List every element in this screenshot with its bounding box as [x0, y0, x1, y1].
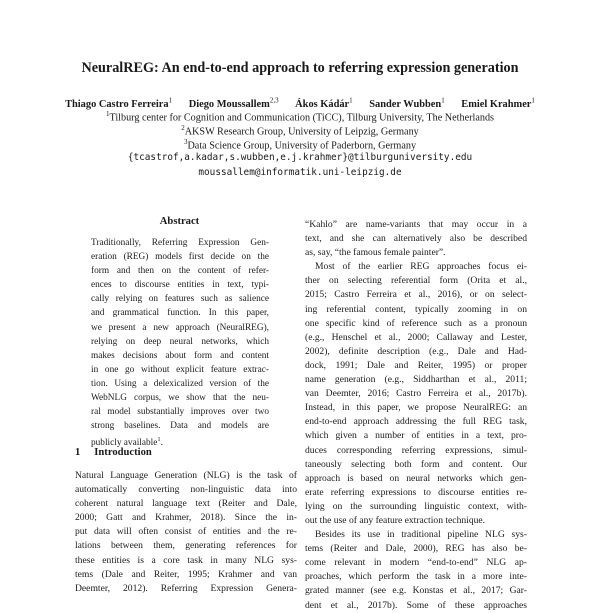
right-line: ing referential content, typically zooming in on: [305, 303, 527, 315]
author-5: Emiel Krahmer$^1$: [461, 97, 535, 111]
right-line: as, say, “the famous female painter”.: [305, 247, 446, 259]
abstract-line: WebNLG corpus, we show that the neu-: [91, 393, 269, 404]
right-line: lying on the surrounding linguistic context, with-: [305, 500, 527, 512]
abstract-line: tion. Using a delexicalized version of the: [91, 378, 269, 389]
abstract-line: ral model substantially improves over two: [91, 407, 269, 418]
right-line: “Kahlo” are name-variants that may occur in a: [305, 219, 527, 230]
right-line: dent et al., 2017b). Some of these approaches: [305, 599, 527, 611]
introduction-body: [75, 469, 297, 596]
right-line: out the use of any feature extraction technique.: [305, 514, 486, 526]
right-line: which given a number of entities in a text, pro-: [305, 430, 527, 442]
affiliation-1: $^1$Tilburg center for Cognition and Communication (TiCC), Tilburg University, The Netherlands: [105, 110, 495, 124]
abstract-line: and grammatical function. In this paper,: [91, 308, 269, 319]
right-line: ther on selecting referential form (Orita et al.,: [305, 275, 527, 287]
intro-line: Deemter, 2012). Referring Expression Genera-: [75, 582, 297, 594]
right-line: end-to-end approach addressing the full REG task,: [305, 416, 527, 428]
right-column-body: [305, 218, 527, 613]
abstract-heading: Abstract: [159, 216, 200, 227]
abstract-body: [91, 236, 269, 447]
intro-line: put data will often consist of entities and the re-: [75, 526, 297, 538]
intro-line: these entities is a core task in many NLG sys-: [75, 554, 297, 566]
intro-line: tems (Dale and Reiter, 1995; Krahmer and van: [75, 568, 297, 580]
right-line: erate referring expressions to discourse entities re-: [305, 486, 527, 498]
right-line: Most of the earlier REG approaches focus ei-: [315, 261, 527, 273]
author-1: Thiago Castro Ferreira$^1$: [65, 97, 173, 111]
affiliation-3: $^3$Data Science Group, University of Paderborn, Germany: [183, 138, 417, 152]
paper-title: NeuralREG: An end-to-end approach to referring expression generation: [81, 60, 519, 76]
right-line: taneously selecting both form and content. Our: [305, 458, 527, 470]
right-line: duces corresponding referring expressions, simul-: [305, 444, 527, 456]
author-3: Ákos Kádár$^1$: [295, 97, 353, 111]
right-line: text, and she can alternatively also be described: [305, 233, 527, 245]
abstract-line: we present a new approach (NeuralREG),: [91, 322, 269, 333]
abstract-line: form and then on the content of refer-: [91, 266, 269, 277]
right-line: proaches, which perform the task in a more inte-: [305, 571, 527, 583]
right-line: name generation (e.g., Siddharthan et al., 2011;: [305, 374, 527, 386]
abstract-line: cally relying on features such as salience: [91, 294, 269, 305]
email-tilburg: {tcastrof,a.kadar,s.wubben,e.j.krahmer}@tilburguniversity.edu: [127, 152, 473, 163]
right-line: one specific kind of reference such as a pronoun: [305, 317, 527, 329]
author-4: Sander Wubben$^1$: [369, 97, 445, 111]
right-line: dock, 1991; Dale and Reiter, 1995) or proper: [305, 359, 527, 371]
abstract-line: Traditionally, Referring Expression Gen-: [91, 238, 269, 248]
abstract-line: strong baselines. Data and models are: [91, 421, 269, 432]
intro-line: lations between them, generating references for: [75, 540, 297, 552]
abstract-line-last: publicly available$^1$.: [91, 436, 163, 449]
right-line: van Deemter, 2016; Castro Ferreira et al., 2017b).: [305, 388, 527, 400]
right-line: grated manner (see e.g. Konstas et al., 2017; Gar-: [305, 585, 527, 597]
intro-line: coherent natural language text (Reiter and Dale,: [75, 498, 297, 510]
abstract-line: in one go without explicit feature extrac-: [91, 364, 269, 375]
right-line: come relevant in modern “end-to-end” NLG ap-: [305, 557, 527, 569]
intro-line: Natural Language Generation (NLG) is the task of: [75, 470, 297, 481]
section-heading-introduction: 1 Introduction: [75, 447, 152, 458]
author-list: [0, 97, 600, 110]
abstract-line: eration (REG) models first decide on the: [91, 252, 269, 263]
right-line: approach is based on neural networks which gen-: [305, 472, 527, 484]
right-line: Besides its use in traditional pipeline NLG sys-: [315, 529, 527, 541]
email-leipzig: moussallem@informatik.uni-leipzig.de: [198, 167, 402, 178]
intro-line: 2000; Gatt and Krahmer, 2018). Since the in-: [75, 512, 297, 524]
abstract-line: relying on deep neural networks, which: [91, 336, 269, 347]
right-line: tems (Reiter and Dale, 2000), REG has also be-: [305, 543, 527, 555]
right-line: Instead, in this paper, we propose NeuralREG: an: [305, 402, 527, 414]
right-line: (e.g., Henschel et al., 2000; Callaway and Lester,: [305, 331, 527, 343]
author-2: Diego Moussallem$^{2,3}$: [188, 97, 279, 111]
intro-line: automatically converting non-linguistic data into: [75, 484, 297, 496]
abstract-line: ences to discourse entities in text, typi-: [91, 280, 269, 291]
abstract-line: makes decisions about form and content: [91, 350, 269, 361]
footnote-mark: 1: [157, 436, 161, 444]
affiliation-2: $^2$AKSW Research Group, University of Leipzig, Germany: [181, 124, 419, 138]
right-line: 2015; Castro Ferreira et al., 2016), or on select-: [305, 289, 527, 301]
right-line: 2002), definite description (e.g., Dale and Had-: [305, 345, 527, 357]
